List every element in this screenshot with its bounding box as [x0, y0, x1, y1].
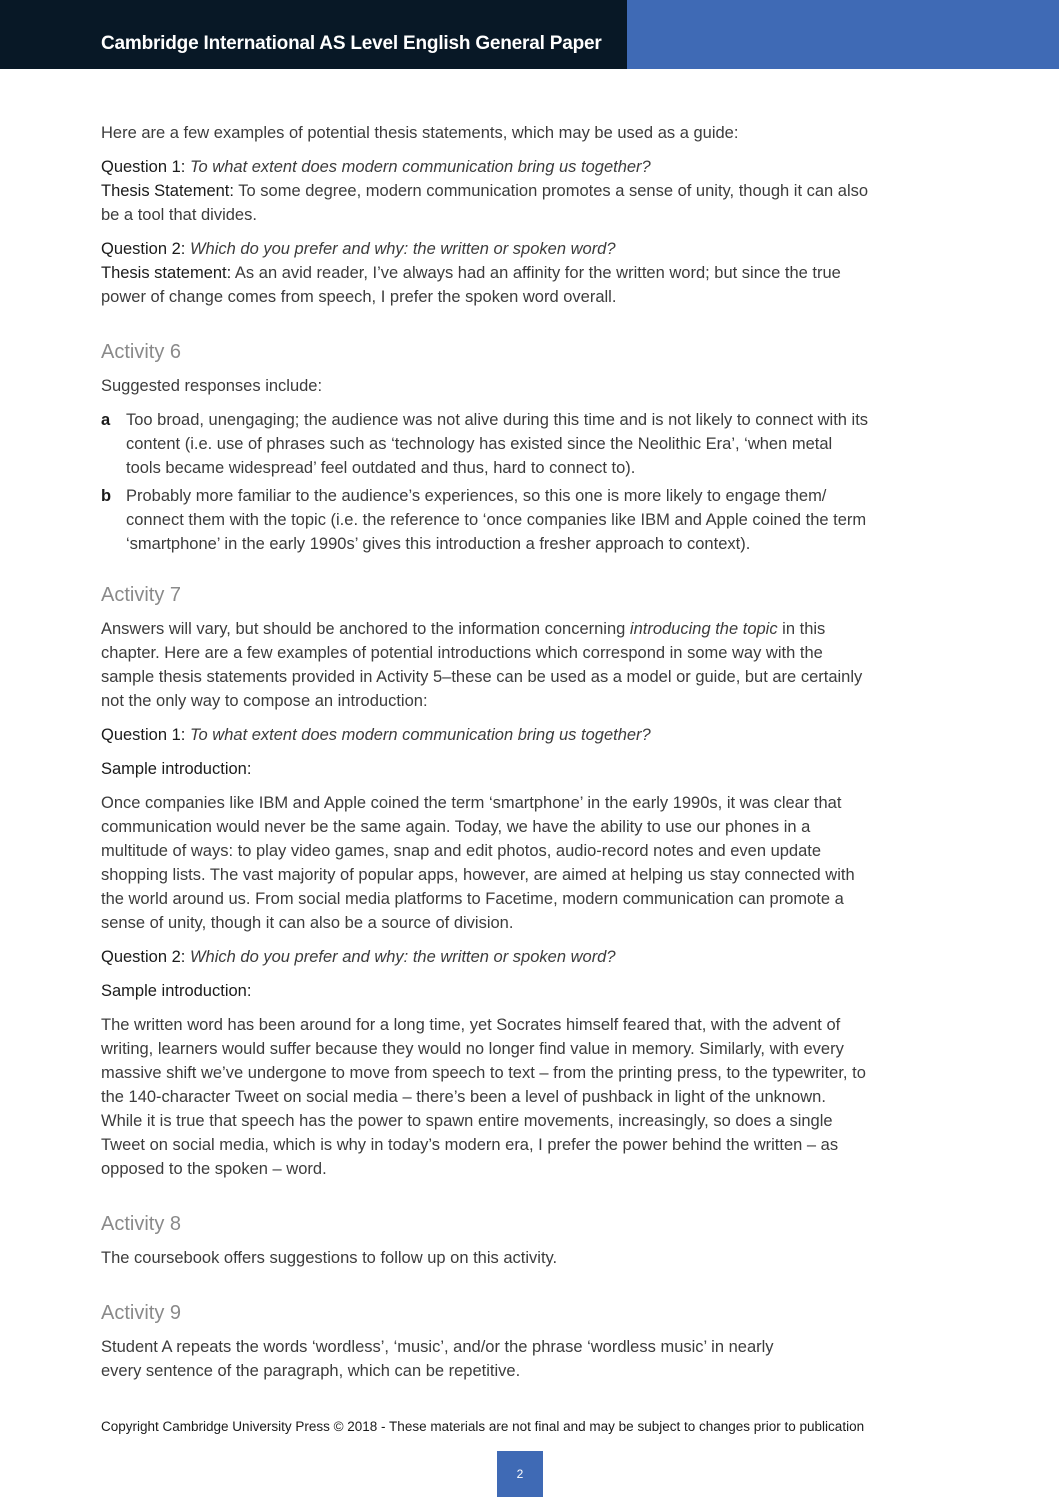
thesis-example-1	[101, 155, 871, 227]
question-text: To what extent does modern communication bring us together?	[189, 726, 651, 744]
activity-8-text: The coursebook offers suggestions to follow up on this activity.	[101, 1249, 558, 1267]
activity-7-heading: Activity 7	[101, 584, 182, 606]
activity-7-question-2	[101, 945, 871, 969]
page-number: 2	[497, 1451, 543, 1497]
question-label: Question 2:	[101, 948, 186, 966]
header-accent	[627, 0, 1059, 69]
thesis-example-2	[101, 237, 871, 309]
thesis-label: Thesis statement:	[101, 264, 232, 282]
activity-8-heading: Activity 8	[101, 1213, 182, 1235]
thesis-label: Thesis Statement:	[101, 182, 234, 200]
activity-7-question-1	[101, 723, 871, 747]
intro-part: Answers will vary, but should be anchored to the information concerning	[101, 620, 630, 638]
list-text: Probably more familiar to the audience’s experiences, so this one is more likely to engage them/ connect them with the topic (i.e. the reference to ‘once companies like IBM and Apple coined the term ‘smartphone’ in the early 1990s’ gives this introduction a fresher approach to context).	[126, 487, 867, 553]
sample-intro-label: Sample introduction:	[101, 760, 252, 778]
activity-9-text: Student A repeats the words ‘wordless’, ‘music’, and/or the phrase ‘wordless music’ in nearly every sentence of the paragraph, which can be repetitive.	[101, 1338, 774, 1380]
question-text: Which do you prefer and why: the written or spoken word?	[189, 240, 616, 258]
question-label: Question 1:	[101, 726, 186, 744]
page-content	[101, 121, 871, 1393]
header-title: Cambridge International AS Level English General Paper	[101, 33, 602, 54]
sample-intro-text: Once companies like IBM and Apple coined the term ‘smartphone’ in the early 1990s, it was clear that communication would never be the same again. Today, we have the ability to use our phones in a multitude of ways: to play video games, snap and edit photos, audio-record notes and even update shopping lists. The vast majority of popular apps, however, are aimed at helping us stay connected with the world around us. From social media platforms to Facetime, modern communication can promote a sense of unity, though it can also be a source of division.	[101, 794, 855, 932]
thesis-text: To some degree, modern communication promotes a sense of unity, though it can also be a tool that divides.	[101, 182, 869, 224]
question-text: To what extent does modern communication bring us together?	[189, 158, 651, 176]
activity-6-heading: Activity 6	[101, 341, 182, 363]
header-bar	[0, 0, 627, 69]
list-text: Too broad, unengaging; the audience was not alive during this time and is not likely to connect with its content (i.e. use of phrases such as ‘technology has existed since the Neolithic Era’, ‘when metal tools became widespread’ feel outdated and thus, hard to connect to).	[126, 411, 869, 477]
intro-emphasis: introducing the topic	[629, 620, 778, 638]
activity-9-heading: Activity 9	[101, 1302, 182, 1324]
question-label: Question 2:	[101, 240, 186, 258]
question-text: Which do you prefer and why: the written or spoken word?	[189, 948, 616, 966]
intro-text: Here are a few examples of potential thesis statements, which may be used as a guide:	[101, 124, 739, 142]
sample-intro-label: Sample introduction:	[101, 982, 252, 1000]
list-letter: a	[101, 411, 111, 429]
copyright-notice: Copyright Cambridge University Press © 2018 - These materials are not final and may be subject to changes prior to publication	[101, 1419, 865, 1434]
intro-part: in this chapter. Here are a few examples of potential introductions which correspond in some way with the sample thesis statements provided in Activity 5–these can be used as a model or guide, but are certainly not the only way to compose an introduction:	[101, 620, 863, 710]
activity-6-intro: Suggested responses include:	[101, 377, 323, 395]
list-item	[101, 408, 871, 480]
list-item	[101, 484, 871, 556]
question-label: Question 1:	[101, 158, 186, 176]
sample-intro-text: The written word has been around for a long time, yet Socrates himself feared that, with the advent of writing, learners would suffer because they would no longer find value in memory. Similarly, with every massive shift we’ve undergone to move from speech to text – from the printing press, to the typewriter, to the 140-character Tweet on social media – there’s been a level of pushback in light of the unknown. While it is true that speech has the power to spawn entire movements, increasingly, so does a single Tweet on social media, which is why in today’s modern era, I prefer the power behind the written – as opposed to the spoken – word.	[101, 1016, 866, 1178]
thesis-text: As an avid reader, I’ve always had an affinity for the written word; but since the true power of change comes from speech, I prefer the spoken word overall.	[101, 264, 841, 306]
activity-7-intro	[101, 617, 871, 713]
list-letter: b	[101, 487, 112, 505]
